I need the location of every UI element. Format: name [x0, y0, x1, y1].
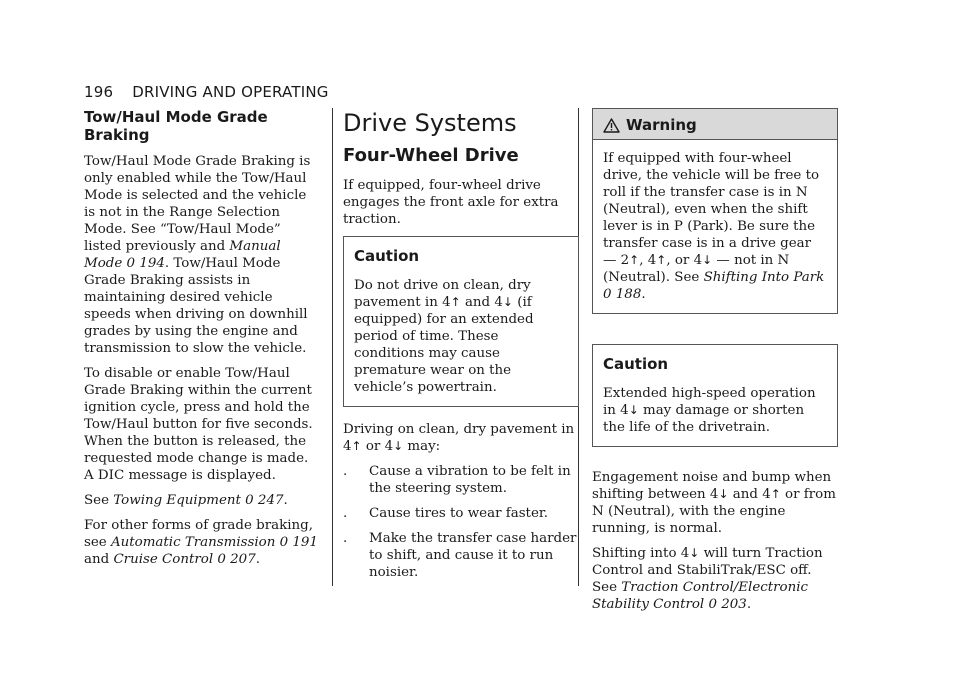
- bullet-list: [343, 463, 579, 581]
- xref-link[interactable]: Automatic Transmission: [110, 535, 276, 550]
- text: .: [255, 552, 260, 567]
- paragraph: If equipped, four-wheel drive engages the front axle for extra traction.: [343, 178, 559, 227]
- text: For other forms of grade braking, see: [84, 518, 313, 550]
- down-arrow-icon: ↓: [628, 403, 639, 417]
- up-arrow-icon: ↑: [656, 253, 667, 267]
- text: .: [746, 597, 752, 612]
- chapter-heading: Drive Systems: [343, 109, 517, 137]
- page-number: 196: [84, 83, 114, 101]
- text: or from N (Neutral), with the engine running, is normal.: [592, 487, 836, 536]
- column-middle: [343, 108, 579, 589]
- xref-link[interactable]: Manual Mode: [84, 239, 281, 271]
- page-ref[interactable]: 0 203: [708, 597, 747, 612]
- text: .: [641, 287, 646, 302]
- paragraph: [592, 545, 838, 613]
- caution-text: [354, 277, 568, 396]
- column-divider: [332, 108, 333, 586]
- page-ref[interactable]: 0 207: [217, 552, 256, 567]
- down-arrow-icon: ↓: [689, 546, 700, 560]
- text: will turn Traction Control and StabiliTrak/ESC off. See: [592, 546, 823, 595]
- column-left: [84, 108, 318, 576]
- running-header: [84, 83, 329, 101]
- page-ref[interactable]: 0 191: [279, 535, 318, 550]
- up-arrow-icon: ↑: [629, 253, 640, 267]
- text: may:: [403, 439, 441, 454]
- warning-header: [593, 109, 837, 140]
- paragraph: [84, 517, 318, 568]
- paragraph: [84, 153, 318, 357]
- text: Tow/Haul Mode Grade Braking is only enabled while the Tow/Haul Mode is selected and the vehicle is not in the Range Selection Mode. See “Tow/Haul Mode” listed previously and: [84, 154, 311, 254]
- text: and 4: [728, 487, 771, 502]
- warning-label: Warning: [626, 116, 697, 134]
- list-item: [343, 505, 579, 522]
- up-arrow-icon: ↑: [450, 295, 461, 309]
- section-heading: Tow/Haul Mode Grade Braking: [84, 108, 268, 144]
- text: , or 4: [666, 253, 703, 268]
- down-arrow-icon: ↓: [702, 253, 713, 267]
- text: (if equipped) for an extended period of time. These conditions may cause premature wear on the vehicle’s powertrain.: [354, 295, 534, 395]
- xref-link[interactable]: Shifting Into Park: [703, 270, 825, 285]
- list-item: [343, 463, 579, 497]
- text: .: [283, 493, 288, 508]
- text: See: [84, 493, 114, 508]
- page-ref[interactable]: 0 194: [126, 256, 165, 271]
- page-ref[interactable]: 0 188: [603, 287, 642, 302]
- warning-body: [593, 140, 837, 313]
- text: Extended high-speed operation in 4: [603, 386, 816, 418]
- caution-box: [592, 344, 838, 447]
- up-arrow-icon: ↑: [351, 439, 362, 453]
- warning-text: [603, 150, 827, 303]
- section-heading: Four-Wheel Drive: [343, 145, 519, 166]
- text: If equipped with four-wheel drive, the vehicle will be free to roll if the transfer case is in N (Neutral), even when the shift lever is in P (Park). Be sure the transfer case is in a drive gear — 2: [603, 151, 820, 268]
- bullet-mark: .: [343, 531, 348, 546]
- paragraph: [343, 421, 579, 455]
- warning-box: [592, 108, 838, 314]
- section-title: DRIVING AND OPERATING: [132, 83, 329, 101]
- text: Do not drive on clean, dry pavement in 4: [354, 278, 531, 310]
- caution-text: [603, 385, 827, 436]
- bullet-mark: .: [343, 464, 348, 479]
- text: , 4: [639, 253, 657, 268]
- column-right: [592, 108, 838, 621]
- text: Engagement noise and bump when shifting between 4: [592, 470, 832, 502]
- page-ref[interactable]: 0 247: [245, 493, 284, 508]
- paragraph: To disable or enable Tow/Haul Grade Braking within the current ignition cycle, press and hold the Tow/Haul button for five seconds. When the button is released, the requested mode change is made. A DIC message is displayed.: [84, 366, 313, 483]
- xref-link[interactable]: Towing Equipment: [113, 493, 241, 508]
- caution-label: Caution: [354, 247, 420, 265]
- text: Cause a vibration to be felt in the steering system.: [369, 464, 571, 496]
- text: and: [84, 552, 114, 567]
- xref-link[interactable]: Cruise Control: [113, 552, 214, 567]
- text: Make the transfer case harder to shift, and cause it to run noisier.: [369, 531, 577, 580]
- caution-label: Caution: [603, 355, 669, 373]
- text: Shifting into 4: [592, 546, 690, 561]
- up-arrow-icon: ↑: [770, 487, 781, 501]
- text: and 4: [460, 295, 503, 310]
- caution-box: [343, 236, 579, 407]
- list-item: [343, 530, 579, 581]
- paragraph: [592, 469, 838, 537]
- text: — not in N (Neutral). See: [603, 253, 790, 285]
- down-arrow-icon: ↓: [502, 295, 513, 309]
- warning-triangle-icon: [603, 118, 620, 133]
- down-arrow-icon: ↓: [393, 439, 404, 453]
- paragraph: [84, 492, 318, 509]
- down-arrow-icon: ↓: [718, 487, 729, 501]
- bullet-mark: .: [343, 506, 348, 521]
- text: . Tow/Haul Mode Grade Braking assists in maintaining desired vehicle speeds when driving on downhill grades by using the engine and transmission to slow the vehicle.: [84, 256, 308, 356]
- text: Cause tires to wear faster.: [369, 506, 549, 521]
- text: may damage or shorten the life of the drivetrain.: [603, 403, 805, 435]
- text: Driving on clean, dry pavement in 4: [343, 422, 575, 454]
- xref-link[interactable]: Traction Control/Electronic Stability Control: [592, 580, 809, 612]
- text: or 4: [361, 439, 394, 454]
